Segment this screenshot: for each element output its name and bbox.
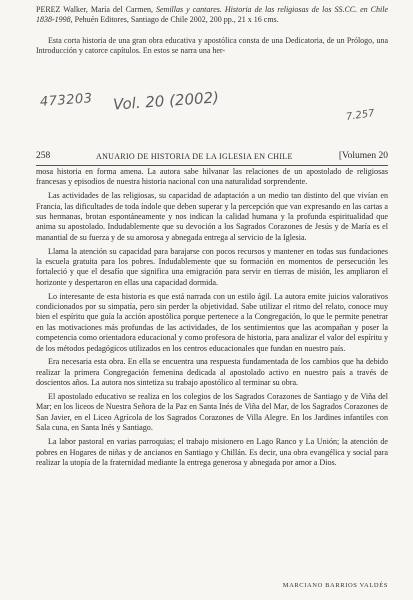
reference-intro-text: Esta corta historia de una gran obra educativa y apostólica consta de una Dedicatoria, de un Prólogo, una Introducción y catorce capítulos. En estos se narra una her- <box>36 36 388 56</box>
volume-label: [Volumen 20 <box>338 151 388 161</box>
reviewer-signature: MARCIANO BARRIOS VALDÉS <box>282 582 388 589</box>
review-body <box>36 167 388 472</box>
paragraph: Era necesaria esta obra. En ella se encuentra una respuesta fundamentada de los cambios que ha debido realizar la primera Congregación femenina dedicada al apostolado activo en nuestro país a través de doscientos años. La autora nos sintetiza su trabajo apostólico al terminar su obra. <box>36 357 388 388</box>
running-header <box>36 151 388 166</box>
paragraph: La labor pastoral en varias parroquias; el trabajo misionero en Lago Ranco y La Unión; la atención de pobres en Hogares de niñas y de ancianos en Santiago y Chillán. Es decir, una obra evangélica y social para realizar la utopía de la fraternidad mediante la entrega generosa y abnegada por amor a Dios. <box>36 437 388 467</box>
page-number: 258 <box>36 151 51 161</box>
handwritten-note: 7.257 <box>345 108 376 123</box>
reference-title: Semillas y cantares. Historia de las religiosas de los SS.CC. en Chile 1838-1998, <box>36 5 388 25</box>
handwritten-volume: Vol. 20 (2002) <box>112 88 220 114</box>
paragraph: mosa historia en forma amena. La autora sabe hilvanar las relaciones de un apostolado de religiosas francesas y episodios de nuestra historia nacional con una naturalidad sorprendente. <box>36 167 388 187</box>
reference-author: PEREZ Walker, María del Carmen, <box>36 5 154 14</box>
bibliographic-reference <box>36 5 388 26</box>
reference-intro <box>36 36 388 57</box>
paragraph: Llama la atención su capacidad para barajarse con pocos recursos y mantener en todas sus fundaciones la escuela gratuita para los pobres. Indudablemente que su formación en momentos de persecución les fortaleció y que el desafío que significa una emigración para servir en tierras de misión, les ampliaron el horizonte y despertaron en ellas una capacidad dormida. <box>36 246 388 287</box>
paragraph: Las actividades de las religiosas, su capacidad de adaptación a un medio tan distinto del que vivían en Francia, las dificultades de toda índole que deben superar y la percepción que van expresando en las cartas a sus hermanas, brotan espontáneamente y nos indican la calidad humana y la profunda espiritualidad que anima su apostolado. Indudablemente que su devoción a los Sagrados Corazones de Jesús y de María es el manantial de su fuerza y de su amorosa y abnegada entrega al servicio de la Iglesia. <box>36 191 388 242</box>
running-title: ANUARIO DE HISTORIA DE LA IGLESIA EN CHILE <box>96 152 293 161</box>
reference-publisher: Pehuén Editores, Santiago de Chile 2002, 200 pp., 21 x 16 cms. <box>74 15 279 25</box>
paragraph: El apostolado educativo se realiza en los colegios de los Sagrados Corazones de Santiago y de Viña del Mar; en los liceos de Nuestra Señora de la Paz en Santa Inés de Viña del Mar, de los Sagrados Corazones de San Javier, en el Liceo Agrícola de los Sagrados Corazones de Villa Alegre. En los Jardines infantiles con Sala cuna, en Santa Inés y Santiago. <box>36 392 388 433</box>
handwritten-code: 473203 <box>39 91 94 110</box>
paragraph: Lo interesante de esta historia es que está narrada con un estilo ágil. La autora emite juicios valorativos condicionados por su simpatía, pero sin perder la objetividad. Sabe utilizar el ritmo del relato, conoce muy bien el espíritu que guía la acción apostólica porque pertenece a la Congregación, lo que le permite penetrar en las motivaciones más profundas de las actividades, de los sentimientos que las acompañan y poser la competencia como orientadora educacional y como profesora de historia, para analizar el valor del espíritu y de los métodos pedagógicos utilizados en los centros educacionales que fundan en nuestro país. <box>36 291 388 353</box>
